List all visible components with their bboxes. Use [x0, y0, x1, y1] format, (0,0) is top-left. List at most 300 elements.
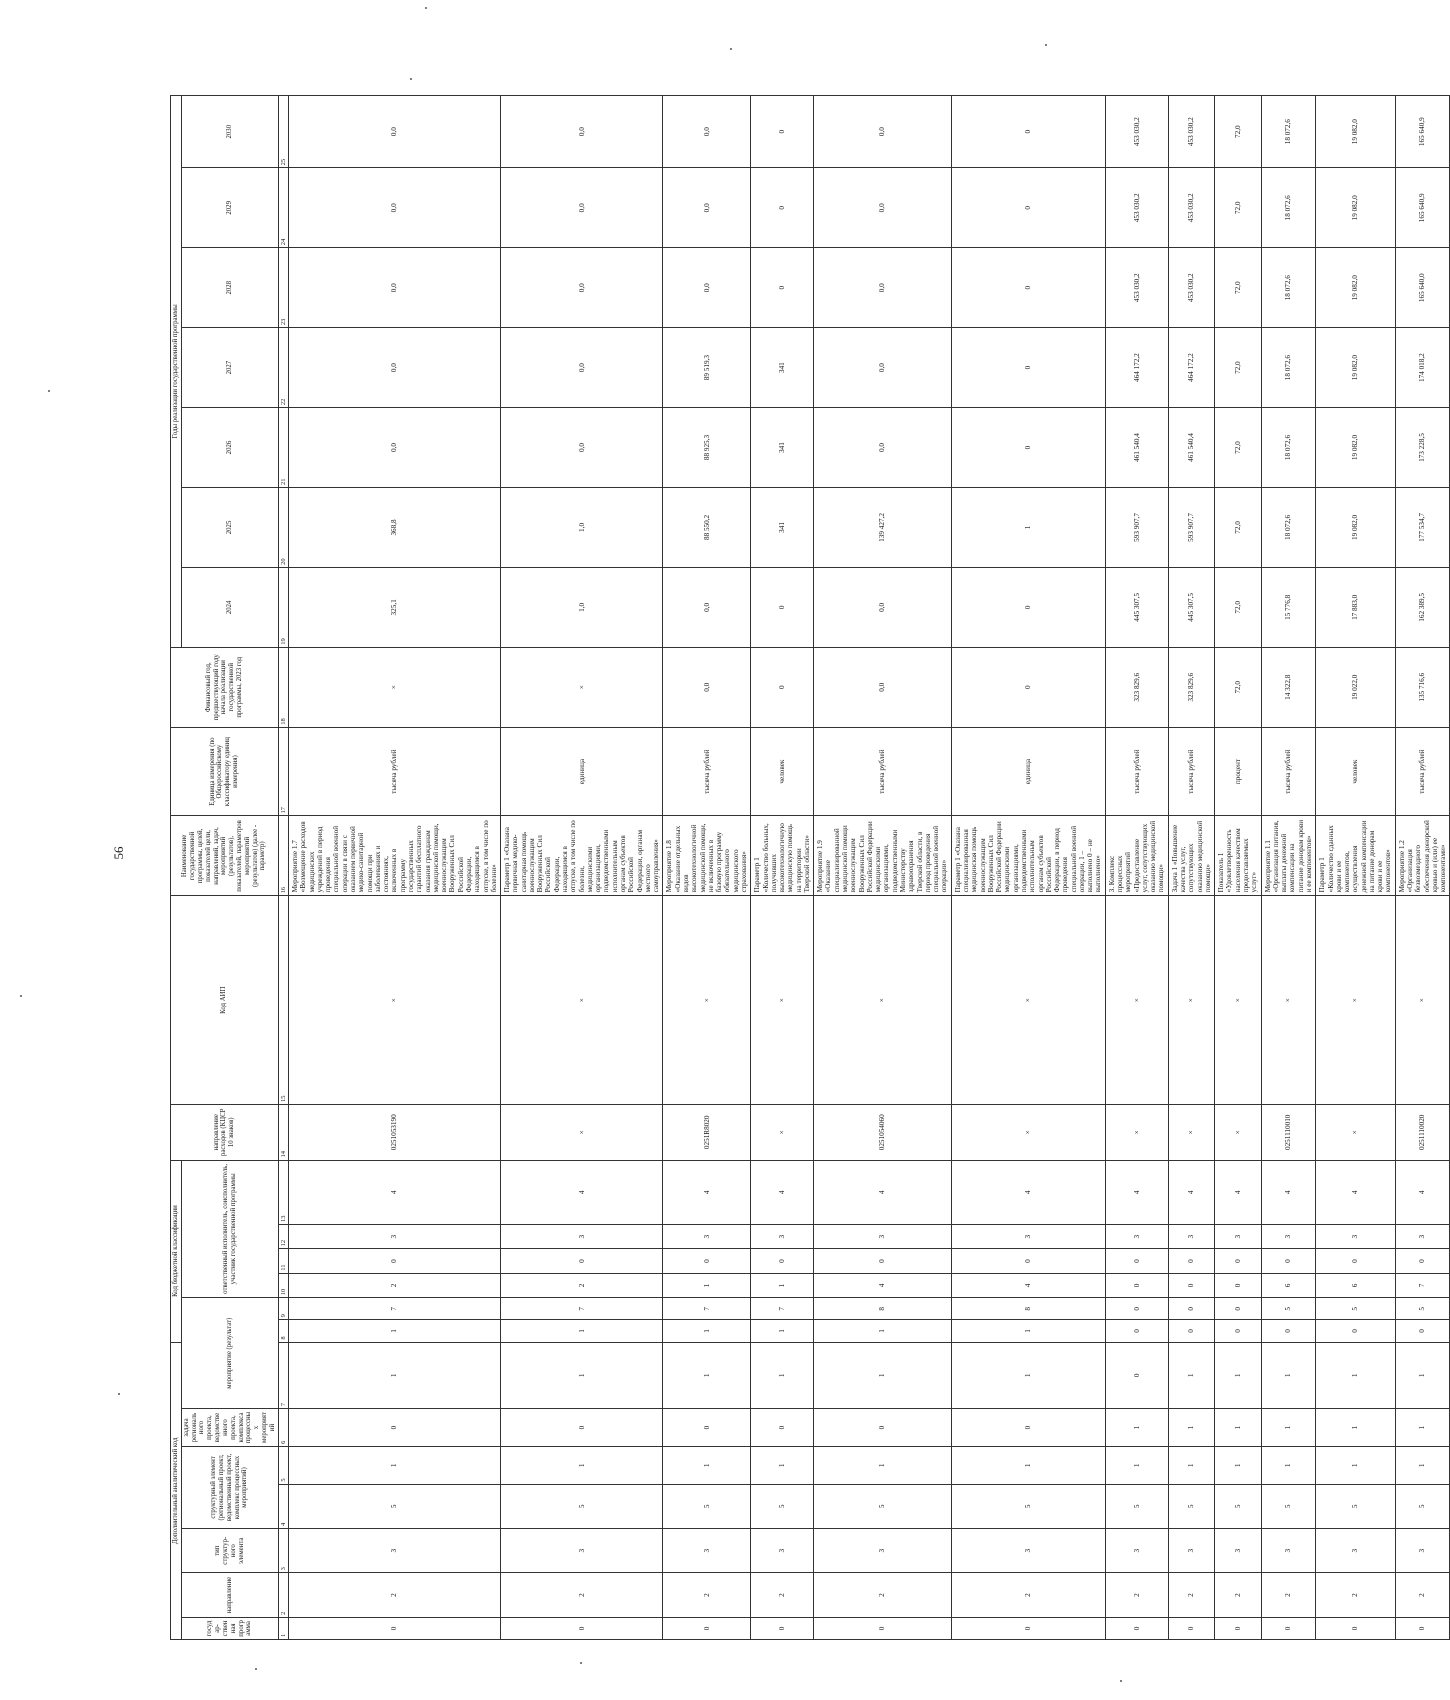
code-cell: 0	[1215, 1273, 1261, 1297]
year-value-cell: 464 172,2	[1168, 328, 1214, 408]
header-years-group: Годы реализации государственной программы	[171, 96, 182, 648]
table-row	[1316, 96, 1396, 1640]
header-row-1	[171, 96, 182, 1640]
column-number-cell: 4	[278, 1484, 288, 1528]
fin-year-cell: 14 322,8	[1261, 647, 1316, 727]
header-expense-direction: направление расходов (КЦСР 10 знаков)	[171, 1105, 279, 1160]
code-cell: 3	[751, 1529, 814, 1573]
code-cell: 3	[501, 1529, 663, 1573]
code-cell: 6	[1316, 1273, 1396, 1297]
fin-year-cell: 19 022,0	[1316, 647, 1396, 727]
code-cell: 0	[1316, 1617, 1396, 1639]
code-cell: 5	[289, 1484, 501, 1528]
year-value-cell: 72,0	[1215, 567, 1261, 647]
code-cell: 1	[1261, 1409, 1316, 1447]
code-cell: 5	[1395, 1298, 1450, 1320]
code-cell: 1	[1215, 1409, 1261, 1447]
code-cell: 7	[289, 1298, 501, 1320]
code-cell: 2	[1168, 1573, 1214, 1617]
year-value-cell: 445 307,5	[1105, 567, 1168, 647]
table-row	[1215, 96, 1261, 1640]
code-cell: 1	[289, 1342, 501, 1409]
code-cell: 5	[951, 1484, 1105, 1528]
aip-cell: ×	[1261, 896, 1316, 1105]
kcsr-cell: ×	[1105, 1105, 1168, 1160]
code-cell: 2	[1105, 1573, 1168, 1617]
year-value-cell: 72,0	[1215, 168, 1261, 248]
code-cell: 0	[1168, 1298, 1214, 1320]
code-cell: 4	[289, 1160, 501, 1224]
code-cell: 3	[1261, 1529, 1316, 1573]
code-cell: 1	[751, 1342, 814, 1409]
unit-cell: человек	[1316, 727, 1396, 816]
table-row	[751, 96, 814, 1640]
code-cell: 0	[1215, 1320, 1261, 1342]
code-cell: 6	[1261, 1273, 1316, 1297]
table-row	[1261, 96, 1316, 1640]
scan-speck	[425, 7, 427, 9]
year-value-cell: 0,0	[289, 408, 501, 488]
year-value-cell: 341	[751, 487, 814, 567]
code-cell: 5	[1316, 1484, 1396, 1528]
column-number-cell: 15	[278, 896, 288, 1105]
name-cell: Мероприятие 1.7 «Возмещение расходов медицинских учреждений в период проведения специальной военной операции в связи с оказанием первичной медико-санитарной помощи при заболеваниях и состояниях, включенных в программу государственных гарантий бесплатного оказания гражданам медицинской помощи, военнослужащим Вооруженных Сил Российской Федерации, находящимся в отпуске, в том числе по болезни»	[289, 816, 501, 896]
code-cell: 5	[501, 1484, 663, 1528]
year-value-cell: 0,0	[663, 567, 751, 647]
fin-year-cell: 0,0	[663, 647, 751, 727]
unit-cell: тысяча рублей	[1395, 727, 1450, 816]
year-value-cell: 0,0	[814, 328, 952, 408]
year-value-cell: 0,0	[501, 328, 663, 408]
column-number-cell: 20	[278, 487, 288, 567]
column-number-cell: 6	[278, 1409, 288, 1447]
scan-speck	[730, 48, 732, 50]
column-number-cell: 2	[278, 1573, 288, 1617]
table-row	[1395, 96, 1450, 1640]
unit-cell: процент	[1215, 727, 1261, 816]
year-value-cell: 1	[951, 487, 1105, 567]
code-cell: 0	[289, 1249, 501, 1273]
table-row	[663, 96, 751, 1640]
column-number-cell: 9	[278, 1298, 288, 1320]
aip-cell: ×	[1168, 896, 1214, 1105]
year-value-cell: 162 389,5	[1395, 567, 1450, 647]
code-cell: 1	[289, 1446, 501, 1484]
year-value-cell: 165 640,9	[1395, 96, 1450, 168]
code-cell: 3	[289, 1224, 501, 1248]
year-value-cell: 0,0	[501, 408, 663, 488]
header-gos-program: государ- ственная программа	[181, 1617, 278, 1639]
year-value-cell: 461 540,4	[1168, 408, 1214, 488]
year-value-cell: 18 072,6	[1261, 168, 1316, 248]
fin-year-cell: 0	[951, 647, 1105, 727]
header-year-2029: 2029	[181, 168, 278, 248]
code-cell: 4	[1395, 1160, 1450, 1224]
code-cell: 0	[501, 1617, 663, 1639]
column-number-cell: 7	[278, 1342, 288, 1409]
code-cell: 0	[951, 1617, 1105, 1639]
code-cell: 8	[814, 1298, 952, 1320]
year-value-cell: 0	[751, 96, 814, 168]
name-cell: Мероприятие 1.2 «Организация безвозмездного обеспечения донорской кровью и (или) ее компонентами»	[1395, 816, 1450, 896]
unit-cell: тысяча рублей	[663, 727, 751, 816]
code-cell: 5	[751, 1484, 814, 1528]
code-cell: 1	[1316, 1409, 1396, 1447]
year-value-cell: 0	[951, 567, 1105, 647]
code-cell: 1	[663, 1342, 751, 1409]
code-cell: 1	[951, 1342, 1105, 1409]
year-value-cell: 325,1	[289, 567, 501, 647]
code-cell: 4	[1261, 1160, 1316, 1224]
code-cell: 3	[1105, 1224, 1168, 1248]
code-cell: 4	[1316, 1160, 1396, 1224]
year-value-cell: 18 072,6	[1261, 96, 1316, 168]
code-cell: 0	[1215, 1617, 1261, 1639]
code-cell: 2	[1261, 1573, 1316, 1617]
year-value-cell: 453 030,2	[1105, 168, 1168, 248]
code-cell: 4	[1215, 1160, 1261, 1224]
unit-cell: единица	[501, 727, 663, 816]
year-value-cell: 593 907,7	[1168, 487, 1214, 567]
code-cell: 4	[501, 1160, 663, 1224]
table-row	[1105, 96, 1168, 1640]
code-cell: 3	[663, 1529, 751, 1573]
aip-cell: ×	[951, 896, 1105, 1105]
code-cell: 0	[1105, 1249, 1168, 1273]
fin-year-cell: ×	[501, 647, 663, 727]
code-cell: 1	[751, 1273, 814, 1297]
code-cell: 1	[1395, 1409, 1450, 1447]
name-cell: Показатель 1 «Удовлетворенность населения качеством предоставляемых услуг»	[1215, 816, 1261, 896]
aip-cell: ×	[1316, 896, 1396, 1105]
year-value-cell: 453 030,2	[1168, 248, 1214, 328]
fin-year-cell: 135 716,6	[1395, 647, 1450, 727]
kcsr-cell: 0251R8020	[663, 1105, 751, 1160]
column-number-cell: 16	[278, 816, 288, 896]
code-cell: 0	[951, 1249, 1105, 1273]
year-value-cell: 445 307,5	[1168, 567, 1214, 647]
year-value-cell: 0,0	[289, 168, 501, 248]
name-cell: 3. Комплекс процессных мероприятий «Предоставление услуг, сопутствующих оказанию медицинской помощи»	[1105, 816, 1168, 896]
code-cell: 3	[751, 1224, 814, 1248]
aip-cell: ×	[814, 896, 952, 1105]
name-cell: Параметр 1 «Количество больных, получивших высокотехнологичную медицинскую помощь на территории Тверской области»	[751, 816, 814, 896]
year-value-cell: 15 776,8	[1261, 567, 1316, 647]
year-value-cell: 173 228,5	[1395, 408, 1450, 488]
fin-year-cell: 72,0	[1215, 647, 1261, 727]
year-value-cell: 0,0	[814, 408, 952, 488]
aip-cell: ×	[289, 896, 501, 1105]
code-cell: 3	[1261, 1224, 1316, 1248]
year-value-cell: 0,0	[814, 96, 952, 168]
year-value-cell: 0,0	[663, 168, 751, 248]
code-cell: 3	[951, 1224, 1105, 1248]
code-cell: 5	[1395, 1484, 1450, 1528]
year-value-cell: 453 030,2	[1105, 96, 1168, 168]
code-cell: 0	[751, 1617, 814, 1639]
table-row	[951, 96, 1105, 1640]
kcsr-cell: ×	[951, 1105, 1105, 1160]
year-value-cell: 72,0	[1215, 487, 1261, 567]
year-value-cell: 72,0	[1215, 248, 1261, 328]
kcsr-cell: 0251110020	[1395, 1105, 1450, 1160]
year-value-cell: 0,0	[663, 96, 751, 168]
unit-cell: тысяча рублей	[814, 727, 952, 816]
code-cell: 3	[1105, 1529, 1168, 1573]
name-cell: Задача 1 «Повышение качества услуг, сопутствующих оказанию медицинской помощи»	[1168, 816, 1214, 896]
scan-speck	[1045, 44, 1047, 46]
code-cell: 1	[1168, 1409, 1214, 1447]
code-cell: 1	[1316, 1342, 1396, 1409]
code-cell: 0	[1215, 1298, 1261, 1320]
column-number-cell: 23	[278, 248, 288, 328]
header-direction: направление	[181, 1573, 278, 1617]
code-cell: 0	[814, 1249, 952, 1273]
kcsr-cell: ×	[751, 1105, 814, 1160]
code-cell: 0	[501, 1249, 663, 1273]
year-value-cell: 341	[751, 408, 814, 488]
year-value-cell: 464 172,2	[1105, 328, 1168, 408]
name-cell: Параметр 1 «Оказана первичная медико-санитарная помощь военнослужащим Вооруженных Сил Российской Федерации, находящимся в отпуске, в том числе по болезни, медицинскими организациями, подведомственными исполнительным органам субъектов Российской Федерации, органам местного самоуправления»	[501, 816, 663, 896]
code-cell: 3	[1215, 1224, 1261, 1248]
year-value-cell: 17 883,0	[1316, 567, 1396, 647]
code-cell: 1	[289, 1320, 501, 1342]
code-cell: 7	[501, 1298, 663, 1320]
column-number-cell: 21	[278, 408, 288, 488]
fin-year-cell: 323 829,6	[1168, 647, 1214, 727]
column-number-cell: 5	[278, 1446, 288, 1484]
code-cell: 1	[1168, 1446, 1214, 1484]
scan-speck	[580, 1662, 582, 1664]
code-cell: 1	[951, 1446, 1105, 1484]
year-value-cell: 368,8	[289, 487, 501, 567]
code-cell: 3	[1395, 1224, 1450, 1248]
code-cell: 1	[1261, 1446, 1316, 1484]
year-value-cell: 0,0	[501, 168, 663, 248]
code-cell: 2	[1215, 1573, 1261, 1617]
kcsr-cell: ×	[1316, 1105, 1396, 1160]
year-value-cell: 453 030,2	[1168, 96, 1214, 168]
code-cell: 3	[1395, 1529, 1450, 1573]
code-cell: 0	[289, 1409, 501, 1447]
name-cell: Параметр 1 «Количество сданных крови и ее компонентов, осуществления денежной компенсации на питание донорам крови и ее компонентов»	[1316, 816, 1396, 896]
aip-cell: ×	[663, 896, 751, 1105]
table-row	[1168, 96, 1214, 1640]
name-cell: Мероприятие 1.9 «Оказание специализированной медицинской помощи военнослужащим Вооруженных Сил Российской Федерации медицинскими организациями, подведомственными Министерству здравоохранения Тверской области, в период проведения специальной военной операции»	[814, 816, 952, 896]
year-value-cell: 19 082,0	[1316, 328, 1396, 408]
year-value-cell: 0	[951, 168, 1105, 248]
header-year-2026: 2026	[181, 408, 278, 488]
year-value-cell: 0,0	[814, 567, 952, 647]
name-cell: Параметр 1 «Оказана специализированная медицинская помощь военнослужащим Вооруженных Сил Российской Федерации медицинскими организациями, подведомственными исполнительным органам субъектов Российской Федерации, в период проведения специальной военной операции, 1 – выполнено 0 – не выполнено»	[951, 816, 1105, 896]
code-cell: 2	[289, 1573, 501, 1617]
code-cell: 0	[1395, 1249, 1450, 1273]
code-cell: 3	[1215, 1529, 1261, 1573]
code-cell: 0	[751, 1249, 814, 1273]
year-value-cell: 0,0	[814, 248, 952, 328]
code-cell: 1	[501, 1342, 663, 1409]
code-cell: 2	[501, 1573, 663, 1617]
year-value-cell: 18 072,6	[1261, 487, 1316, 567]
code-cell: 1	[1261, 1342, 1316, 1409]
unit-cell: тысяча рублей	[289, 727, 501, 816]
year-value-cell: 19 082,0	[1316, 168, 1396, 248]
budget-table-rotated	[170, 95, 1448, 1640]
code-cell: 0	[1105, 1320, 1168, 1342]
table-row	[289, 96, 501, 1640]
code-cell: 1	[1395, 1342, 1450, 1409]
kcsr-cell: 0251053190	[289, 1105, 501, 1160]
year-value-cell: 19 082,0	[1316, 248, 1396, 328]
fin-year-cell: ×	[289, 647, 501, 727]
code-cell: 0	[663, 1249, 751, 1273]
year-value-cell: 453 030,2	[1105, 248, 1168, 328]
year-value-cell: 18 072,6	[1261, 408, 1316, 488]
column-number-row	[278, 96, 288, 1640]
code-cell: 4	[814, 1273, 952, 1297]
code-cell: 1	[663, 1446, 751, 1484]
fin-year-cell: 323 829,6	[1105, 647, 1168, 727]
scan-speck	[1120, 1680, 1122, 1682]
code-cell: 0	[1261, 1320, 1316, 1342]
code-cell: 1	[1215, 1446, 1261, 1484]
header-struct-element: структурный элемент (региональный проект, ведомственный проект, комплекс процессных мероприятий)	[181, 1446, 278, 1528]
code-cell: 0	[1168, 1249, 1214, 1273]
kcsr-cell: 0251054060	[814, 1105, 952, 1160]
code-cell: 5	[1261, 1484, 1316, 1528]
year-value-cell: 19 082,0	[1316, 487, 1396, 567]
code-cell: 1	[663, 1320, 751, 1342]
year-value-cell: 0	[951, 408, 1105, 488]
header-year-2028: 2028	[181, 248, 278, 328]
code-cell: 0	[501, 1409, 663, 1447]
year-value-cell: 593 907,7	[1105, 487, 1168, 567]
code-cell: 7	[663, 1298, 751, 1320]
code-cell: 1	[1395, 1446, 1450, 1484]
code-cell: 0	[1105, 1617, 1168, 1639]
code-cell: 3	[1316, 1224, 1396, 1248]
year-value-cell: 0,0	[289, 328, 501, 408]
year-value-cell: 0	[751, 567, 814, 647]
unit-cell: человек	[751, 727, 814, 816]
header-unit: Единица измерения (по Общероссийскому классификатору единиц измерения)	[171, 727, 279, 816]
code-cell: 7	[1395, 1273, 1450, 1297]
header-event: мероприятие (результат)	[181, 1298, 278, 1409]
header-name: Наименование государственной программы, целей, показателей цели, направлений, задач, мероприятий (результатов), показателей, параметров мероприятий (результатов) (далее - параметр)	[171, 816, 279, 896]
kcsr-cell: ×	[1168, 1105, 1214, 1160]
header-fin-year: Финансовый год, предшествующий году начала реализации государственной программы, 2023 год	[171, 647, 279, 727]
code-cell: 1	[1316, 1446, 1396, 1484]
code-cell: 4	[814, 1160, 952, 1224]
header-year-2024: 2024	[181, 567, 278, 647]
code-cell: 1	[501, 1446, 663, 1484]
code-cell: 3	[1316, 1529, 1396, 1573]
header-year-2030: 2030	[181, 96, 278, 168]
year-value-cell: 0	[951, 248, 1105, 328]
code-cell: 3	[663, 1224, 751, 1248]
code-cell: 0	[1316, 1320, 1396, 1342]
aip-cell: ×	[751, 896, 814, 1105]
year-value-cell: 453 030,2	[1168, 168, 1214, 248]
year-value-cell: 177 534,7	[1395, 487, 1450, 567]
code-cell: 2	[1395, 1573, 1450, 1617]
year-value-cell: 72,0	[1215, 96, 1261, 168]
scan-speck	[255, 1668, 257, 1670]
year-value-cell: 18 072,6	[1261, 248, 1316, 328]
code-cell: 4	[663, 1160, 751, 1224]
code-cell: 2	[814, 1573, 952, 1617]
scan-speck	[410, 78, 412, 80]
fin-year-cell: 0,0	[814, 647, 952, 727]
page-number: 56	[111, 846, 126, 860]
column-number-cell: 11	[278, 1249, 288, 1273]
code-cell: 2	[951, 1573, 1105, 1617]
year-value-cell: 165 640,0	[1395, 248, 1450, 328]
code-cell: 0	[1105, 1342, 1168, 1409]
header-amp-code: Код АИП	[171, 896, 279, 1105]
code-cell: 3	[1168, 1224, 1214, 1248]
year-value-cell: 0	[751, 168, 814, 248]
aip-cell: ×	[501, 896, 663, 1105]
header-struct-type: тип структур- ного элемента	[181, 1529, 278, 1573]
year-value-cell: 88 925,3	[663, 408, 751, 488]
unit-cell: тысяча рублей	[1105, 727, 1168, 816]
code-cell: 1	[814, 1320, 952, 1342]
year-value-cell: 0,0	[814, 168, 952, 248]
code-cell: 5	[814, 1484, 952, 1528]
code-cell: 0	[1316, 1249, 1396, 1273]
code-cell: 2	[663, 1573, 751, 1617]
header-task: задача регионального проекта, ведомственного проекта, комплекса процессных мероприятий	[181, 1409, 278, 1447]
code-cell: 5	[1168, 1484, 1214, 1528]
year-value-cell: 0,0	[289, 248, 501, 328]
year-value-cell: 0,0	[289, 96, 501, 168]
code-cell: 1	[814, 1342, 952, 1409]
scan-speck	[20, 995, 22, 997]
year-value-cell: 461 540,4	[1105, 408, 1168, 488]
year-value-cell: 0,0	[501, 248, 663, 328]
column-number-cell: 19	[278, 567, 288, 647]
unit-cell: единица	[951, 727, 1105, 816]
scan-speck	[118, 1393, 120, 1395]
year-value-cell: 88 550,2	[663, 487, 751, 567]
code-cell: 0	[951, 1409, 1105, 1447]
year-value-cell: 89 519,3	[663, 328, 751, 408]
year-value-cell: 139 427,2	[814, 487, 952, 567]
code-cell: 0	[814, 1617, 952, 1639]
code-cell: 4	[951, 1160, 1105, 1224]
code-cell: 5	[1261, 1298, 1316, 1320]
code-cell: 0	[289, 1617, 501, 1639]
year-value-cell: 18 072,6	[1261, 328, 1316, 408]
code-cell: 5	[1215, 1484, 1261, 1528]
year-value-cell: 341	[751, 328, 814, 408]
header-executor: ответственный исполнитель, соисполнитель, участник государственной программы	[181, 1160, 278, 1298]
code-cell: 3	[501, 1224, 663, 1248]
column-number-cell: 1	[278, 1617, 288, 1639]
code-cell: 1	[1215, 1342, 1261, 1409]
header-year-2027: 2027	[181, 328, 278, 408]
year-value-cell: 72,0	[1215, 408, 1261, 488]
table-row	[814, 96, 952, 1640]
year-value-cell: 72,0	[1215, 328, 1261, 408]
year-value-cell: 19 082,0	[1316, 96, 1396, 168]
code-cell: 3	[814, 1529, 952, 1573]
column-number-cell: 18	[278, 647, 288, 727]
year-value-cell: 0	[951, 96, 1105, 168]
code-cell: 0	[1261, 1249, 1316, 1273]
code-cell: 4	[951, 1273, 1105, 1297]
